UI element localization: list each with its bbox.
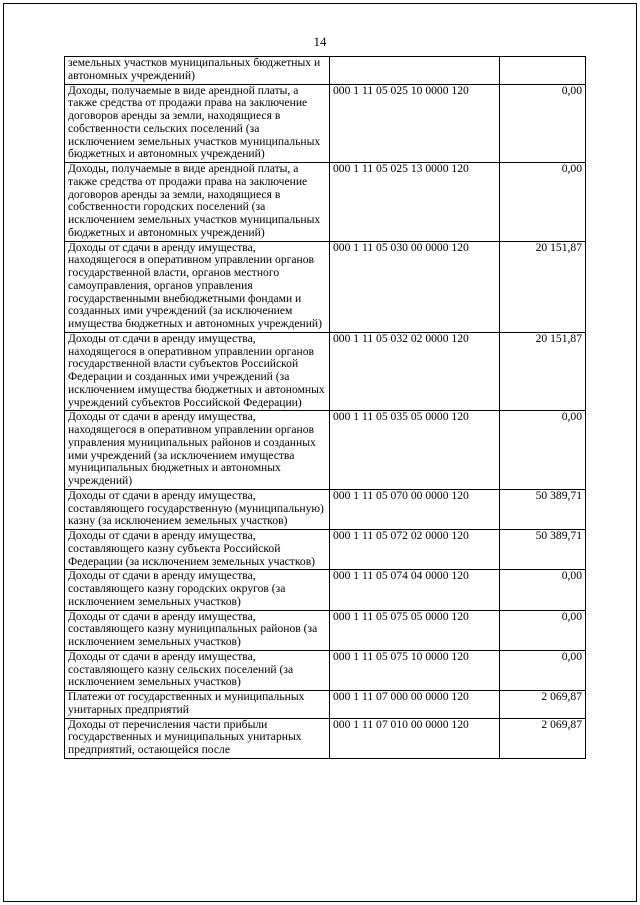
row-budget-code: 000 1 11 05 075 05 0000 120 bbox=[330, 610, 500, 650]
table-row bbox=[65, 718, 586, 758]
row-amount: 2 069,87 bbox=[500, 718, 586, 758]
table-row bbox=[65, 163, 586, 242]
row-budget-code: 000 1 11 05 072 02 0000 120 bbox=[330, 530, 500, 570]
budget-revenue-table bbox=[64, 56, 586, 759]
row-description: Доходы от сдачи в аренду имущества, находящегося в оперативном управлении органов управления муниципальных районов и созданных ими учреждений (за исключением имущества муниципальных бюджетных и автономных учреждений) bbox=[65, 411, 330, 490]
row-description: земельных участков муниципальных бюджетных и автономных учреждений) bbox=[65, 57, 330, 85]
row-description: Доходы от перечисления части прибыли государственных и муниципальных унитарных предприятий, остающейся после bbox=[65, 718, 330, 758]
row-amount: 0,00 bbox=[500, 610, 586, 650]
row-amount: 0,00 bbox=[500, 84, 586, 163]
row-budget-code: 000 1 11 07 010 00 0000 120 bbox=[330, 718, 500, 758]
row-amount: 0,00 bbox=[500, 411, 586, 490]
row-budget-code bbox=[330, 57, 500, 85]
row-amount: 20 151,87 bbox=[500, 241, 586, 332]
row-budget-code: 000 1 11 05 025 13 0000 120 bbox=[330, 163, 500, 242]
table-row bbox=[65, 332, 586, 411]
row-description: Доходы от сдачи в аренду имущества, составляющего государственную (муниципальную) казну (за исключением земельных участков) bbox=[65, 489, 330, 529]
page-number: 14 bbox=[313, 34, 327, 49]
row-amount bbox=[500, 57, 586, 85]
row-description: Доходы от сдачи в аренду имущества, составляющего казну сельских поселений (за исключением земельных участков) bbox=[65, 650, 330, 690]
row-amount: 0,00 bbox=[500, 650, 586, 690]
table-row bbox=[65, 530, 586, 570]
table-row bbox=[65, 570, 586, 610]
table-row bbox=[65, 57, 586, 85]
table-row bbox=[65, 650, 586, 690]
row-budget-code: 000 1 11 05 025 10 0000 120 bbox=[330, 84, 500, 163]
row-description: Доходы от сдачи в аренду имущества, составляющего казну муниципальных районов (за исключением земельных участков) bbox=[65, 610, 330, 650]
row-description: Доходы от сдачи в аренду имущества, находящегося в оперативном управлении органов государственной власти субъектов Российской Федерации и созданных ими учреждений (за исключением имущества бюджетных и автономных учреждений субъектов Российской Федерации) bbox=[65, 332, 330, 411]
row-amount: 2 069,87 bbox=[500, 691, 586, 719]
row-budget-code: 000 1 11 05 074 04 0000 120 bbox=[330, 570, 500, 610]
row-amount: 0,00 bbox=[500, 570, 586, 610]
row-budget-code: 000 1 11 05 035 05 0000 120 bbox=[330, 411, 500, 490]
table-row bbox=[65, 691, 586, 719]
table-row bbox=[65, 84, 586, 163]
row-budget-code: 000 1 11 05 030 00 0000 120 bbox=[330, 241, 500, 332]
row-budget-code: 000 1 11 05 070 00 0000 120 bbox=[330, 489, 500, 529]
row-description: Доходы от сдачи в аренду имущества, составляющего казну субъекта Российской Федерации (за исключением земельных участков) bbox=[65, 530, 330, 570]
table-row bbox=[65, 489, 586, 529]
row-budget-code: 000 1 11 05 075 10 0000 120 bbox=[330, 650, 500, 690]
table-row bbox=[65, 411, 586, 490]
row-description: Доходы от сдачи в аренду имущества, составляющего казну городских округов (за исключением земельных участков) bbox=[65, 570, 330, 610]
row-budget-code: 000 1 11 07 000 00 0000 120 bbox=[330, 691, 500, 719]
table-row bbox=[65, 241, 586, 332]
row-amount: 0,00 bbox=[500, 163, 586, 242]
row-amount: 50 389,71 bbox=[500, 489, 586, 529]
row-amount: 20 151,87 bbox=[500, 332, 586, 411]
row-description: Доходы, получаемые в виде арендной платы, а также средства от продажи права на заключение договоров аренды за земли, находящиеся в собственности городских поселений (за исключением земельных участков муниципальных бюджетных и автономных учреждений) bbox=[65, 163, 330, 242]
table-row bbox=[65, 610, 586, 650]
row-description: Доходы, получаемые в виде арендной платы, а также средства от продажи права на заключение договоров аренды за земли, находящиеся в собственности сельских поселений (за исключением земельных участков муниципальных бюджетных и автономных учреждений) bbox=[65, 84, 330, 163]
row-budget-code: 000 1 11 05 032 02 0000 120 bbox=[330, 332, 500, 411]
row-description: Доходы от сдачи в аренду имущества, находящегося в оперативном управлении органов государственной власти, органов местного самоуправления, органов управления государственными внебюджетными фондами и созданных ими учреждений (за исключением имущества бюджетных и автономных учреждений) bbox=[65, 241, 330, 332]
row-description: Платежи от государственных и муниципальных унитарных предприятий bbox=[65, 691, 330, 719]
row-amount: 50 389,71 bbox=[500, 530, 586, 570]
